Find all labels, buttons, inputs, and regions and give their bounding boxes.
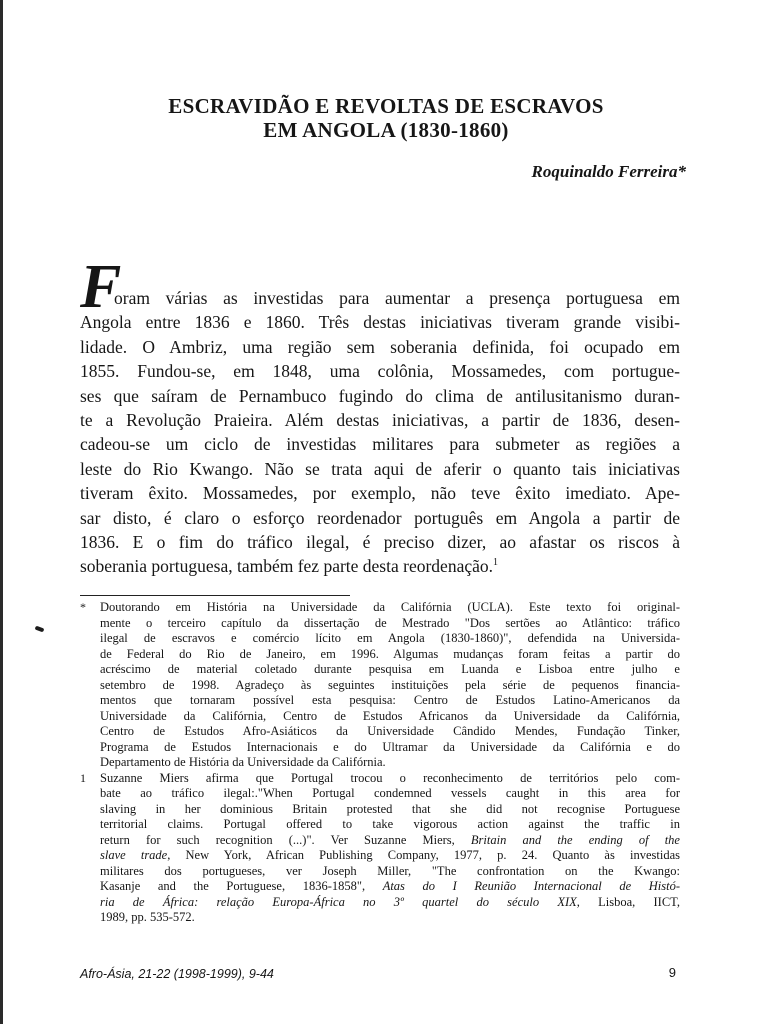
footnotes [80, 600, 680, 926]
body-line-last [80, 554, 680, 578]
journal-citation: Afro-Ásia, 21-22 (1998-1999), 9-44 [80, 967, 274, 981]
article-title-line-2: EM ANGOLA (1830-1860) [263, 118, 509, 142]
body-line: cadeou-se um ciclo de investidas militares para submeter as regiões a [80, 434, 680, 455]
drop-cap: F [80, 253, 122, 321]
book-title: Britain and the ending of the [470, 832, 680, 847]
footnote-line: slaving in her dominious Britain protested that she did not recognise Portuguese [100, 801, 680, 816]
body-paragraph [80, 250, 680, 579]
footnote-divider [80, 595, 350, 596]
footnote-mark: * [80, 600, 86, 614]
scan-speck [35, 626, 45, 633]
proceedings-title: ria de África: relação Europa-África no 3º quartel do século XIX [100, 894, 577, 909]
body-line: leste do Rio Kwango. Não se trata aqui de aferir o quanto tais iniciativas [80, 458, 680, 479]
footnote-line: Doutorando em História na Universidade da Califórnia (UCLA). Este texto foi original- [100, 600, 680, 614]
footnote-line [100, 833, 680, 849]
body-line: Angola entre 1836 e 1860. Três destas iniciativas tiveram grande visibi- [80, 312, 680, 333]
footnote-line: mente o terceiro capítulo da dissertação de Mestrado "Dos sertões ao Atlântico: tráfico [100, 615, 680, 630]
footnote-line: militares dos portugueses, ver Joseph Miller, "The confrontation on the Kwango: [100, 863, 680, 878]
footnote-line [100, 848, 680, 864]
footnote-line: de Federal do Rio de Janeiro, em 1996. Algumas mudanças foram feitas a partir do [100, 646, 680, 661]
body-line: lidade. O Ambriz, uma região sem soberania definida, foi ocupado em [80, 336, 680, 357]
body-line: tiveram êxito. Mossamedes, por exemplo, não teve êxito imediato. Ape- [80, 483, 680, 504]
footnote-line: Universidade da Califórnia, Centro de Estudos Africanos da Universidade da Califórnia, [100, 708, 680, 723]
footnote-text: Kasanje and the Portuguese, 1836-1858", [100, 879, 383, 893]
footnote-line: ilegal de escravos e comércio lícito em Angola (1830-1860)", defendida na Universida- [100, 631, 680, 645]
footnote-line: Departamento de História da Universidade da Califórnia. [100, 755, 386, 769]
footnote-text: , Lisboa, IICT, [576, 894, 680, 909]
book-title: slave trade [100, 848, 168, 862]
proceedings-title: Atas do I Reunião Internacional de Histó- [382, 879, 680, 893]
article-title-line-1: ESCRAVIDÃO E REVOLTAS DE ESCRAVOS [168, 94, 604, 118]
footnote-line [100, 895, 680, 911]
footnote-line: setembro de 1998. Agradeço às seguintes instituições pela série de pequenos financia- [100, 677, 680, 692]
footnote-line: acréscimo de material coletado durante pesquisa em Luanda e Lisboa entre julho e [100, 662, 680, 676]
footnote-1 [80, 771, 680, 926]
footnote-author [80, 600, 680, 771]
footnote-text: return for such recognition (...)". Ver Suzanne Miers, [100, 832, 471, 847]
footnote-line [100, 879, 680, 895]
footnote-line: bate ao tráfico ilegal:."When Portugal condemned vessels caught in this area for [100, 786, 680, 800]
body-line-text: soberania portuguesa, também fez parte desta reordenação. [80, 556, 493, 577]
footnote-line: mentos que tornaram possível esta pesquisa: Centro de Estudos Latino-Americanos da [100, 693, 680, 707]
footnote-line: Programa de Estudos Internacionais e do Ultramar da Universidade da Califórnia e do [100, 739, 680, 754]
body-line: sar disto, é claro o esforço reordenador português em Angola a partir de [80, 507, 680, 528]
body-line: oram várias as investidas para aumentar a presença portuguesa em [114, 288, 680, 308]
footnote-line: Suzanne Miers afirma que Portugal trocou o reconhecimento de territórios pelo com- [100, 770, 680, 785]
body-line: ses que saíram de Pernambuco fugindo do clima de antilusitanismo duran- [80, 385, 680, 406]
footnote-line: Centro de Estudos Afro-Asiáticos da Universidade Cândido Mendes, Fundação Tinker, [100, 724, 680, 738]
page-number: 9 [668, 965, 676, 980]
body-line: 1855. Fundou-se, em 1848, uma colônia, Mossamedes, com portugue- [80, 361, 680, 382]
footnote-text: , New York, African Publishing Company, 1977, p. 24. Quanto às investidas [167, 848, 680, 862]
footnote-mark: 1 [80, 770, 86, 785]
author-name: Roquinaldo Ferreira* [531, 162, 686, 181]
body-line: te a Revolução Praieira. Além destas iniciativas, a partir de 1836, desen- [80, 410, 680, 431]
footnote-reference[interactable]: 1 [493, 557, 498, 569]
scan-edge [0, 0, 3, 1024]
footnote-line: territorial claims. Portugal offered to take vigorous action against the traffic in [100, 817, 680, 831]
footnote-line: 1989, pp. 535-572. [100, 910, 195, 924]
body-line: 1836. E o fim do tráfico ilegal, é preciso dizer, ao afastar os riscos à [80, 532, 680, 553]
